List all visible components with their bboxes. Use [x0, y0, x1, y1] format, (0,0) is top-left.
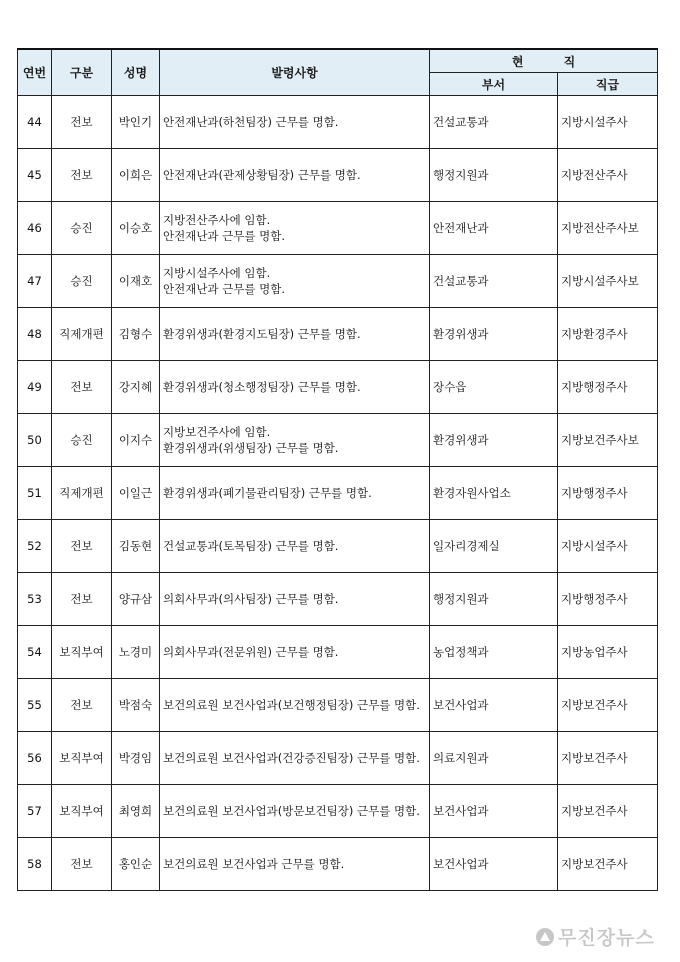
row-rank: 지방보건주사 [558, 785, 658, 838]
table-row [18, 573, 658, 626]
table-row [18, 202, 658, 255]
row-name: 이재호 [112, 255, 160, 308]
row-no: 51 [18, 467, 52, 520]
row-order: 환경위생과(청소행정팀장) 근무를 명함. [160, 361, 430, 414]
row-name: 박경임 [112, 732, 160, 785]
row-order: 환경위생과(폐기물관리팀장) 근무를 명함. [160, 467, 430, 520]
row-category: 보직부여 [52, 626, 112, 679]
row-name: 김형수 [112, 308, 160, 361]
row-name: 노경미 [112, 626, 160, 679]
row-no: 47 [18, 255, 52, 308]
row-rank: 지방시설주사 [558, 520, 658, 573]
row-dept: 보건사업과 [430, 838, 558, 891]
header-current: 현 직 [430, 49, 658, 73]
row-rank: 지방보건주사보 [558, 414, 658, 467]
row-category: 보직부여 [52, 785, 112, 838]
row-no: 53 [18, 573, 52, 626]
header-no: 연번 [18, 49, 52, 96]
row-order: 보건의료원 보건사업과(건강증진팀장) 근무를 명함. [160, 732, 430, 785]
table-row [18, 149, 658, 202]
row-category: 전보 [52, 838, 112, 891]
row-name: 박점숙 [112, 679, 160, 732]
row-name: 박인기 [112, 96, 160, 149]
row-rank: 지방환경주사 [558, 308, 658, 361]
row-no: 50 [18, 414, 52, 467]
row-name: 이일근 [112, 467, 160, 520]
row-no: 55 [18, 679, 52, 732]
row-name: 최영희 [112, 785, 160, 838]
row-rank: 지방행정주사 [558, 467, 658, 520]
row-order: 지방보건주사에 임함. 환경위생과(위생팀장) 근무를 명함. [160, 414, 430, 467]
row-category: 승진 [52, 202, 112, 255]
row-dept: 농업정책과 [430, 626, 558, 679]
table-row [18, 467, 658, 520]
table-row [18, 626, 658, 679]
row-category: 전보 [52, 573, 112, 626]
row-order: 의회사무과(전문위원) 근무를 명함. [160, 626, 430, 679]
table-row [18, 308, 658, 361]
table-header [18, 49, 658, 96]
row-category: 전보 [52, 520, 112, 573]
table-row [18, 679, 658, 732]
row-dept: 의료지원과 [430, 732, 558, 785]
row-category: 전보 [52, 679, 112, 732]
row-name: 이희은 [112, 149, 160, 202]
row-rank: 지방시설주사 [558, 96, 658, 149]
row-no: 44 [18, 96, 52, 149]
row-rank: 지방보건주사 [558, 679, 658, 732]
row-rank: 지방행정주사 [558, 573, 658, 626]
row-name: 홍인순 [112, 838, 160, 891]
header-order: 발령사항 [160, 49, 430, 96]
table-row [18, 361, 658, 414]
row-category: 승진 [52, 255, 112, 308]
row-order: 안전재난과(관제상황팀장) 근무를 명함. [160, 149, 430, 202]
row-no: 52 [18, 520, 52, 573]
row-category: 전보 [52, 149, 112, 202]
table-row [18, 838, 658, 891]
watermark-text: 무진장뉴스 [558, 927, 655, 949]
table-row [18, 785, 658, 838]
row-dept: 환경위생과 [430, 414, 558, 467]
personnel-order-table [17, 48, 658, 891]
row-category: 전보 [52, 96, 112, 149]
table-row [18, 414, 658, 467]
row-name: 김동현 [112, 520, 160, 573]
row-rank: 지방보건주사 [558, 838, 658, 891]
row-name: 이지수 [112, 414, 160, 467]
header-dept: 부서 [430, 73, 558, 96]
row-rank: 지방시설주사보 [558, 255, 658, 308]
row-category: 직제개편 [52, 308, 112, 361]
row-order: 지방시설주사에 임함. 안전재난과 근무를 명함. [160, 255, 430, 308]
row-no: 58 [18, 838, 52, 891]
mountain-logo-icon [536, 928, 554, 946]
row-order: 보건의료원 보건사업과(방문보건팀장) 근무를 명함. [160, 785, 430, 838]
row-name: 이승호 [112, 202, 160, 255]
header-name: 성명 [112, 49, 160, 96]
row-dept: 장수읍 [430, 361, 558, 414]
row-no: 56 [18, 732, 52, 785]
row-order: 환경위생과(환경지도팀장) 근무를 명함. [160, 308, 430, 361]
row-rank: 지방농업주사 [558, 626, 658, 679]
row-no: 57 [18, 785, 52, 838]
row-no: 45 [18, 149, 52, 202]
row-dept: 환경위생과 [430, 308, 558, 361]
row-rank: 지방보건주사 [558, 732, 658, 785]
row-rank: 지방전산주사보 [558, 202, 658, 255]
header-category: 구분 [52, 49, 112, 96]
row-dept: 건설교통과 [430, 255, 558, 308]
row-dept: 행정지원과 [430, 149, 558, 202]
row-rank: 지방전산주사 [558, 149, 658, 202]
row-dept: 보건사업과 [430, 679, 558, 732]
table-row [18, 255, 658, 308]
row-dept: 일자리경제실 [430, 520, 558, 573]
row-rank: 지방행정주사 [558, 361, 658, 414]
table-row [18, 732, 658, 785]
row-no: 49 [18, 361, 52, 414]
row-name: 양규삼 [112, 573, 160, 626]
watermark [536, 923, 655, 950]
row-dept: 보건사업과 [430, 785, 558, 838]
row-dept: 안전재난과 [430, 202, 558, 255]
row-order: 보건의료원 보건사업과(보건행정팀장) 근무를 명함. [160, 679, 430, 732]
row-category: 전보 [52, 361, 112, 414]
row-order: 안전재난과(하천팀장) 근무를 명함. [160, 96, 430, 149]
row-name: 강지혜 [112, 361, 160, 414]
row-order: 보건의료원 보건사업과 근무를 명함. [160, 838, 430, 891]
row-order: 건설교통과(토목팀장) 근무를 명함. [160, 520, 430, 573]
row-category: 승진 [52, 414, 112, 467]
row-no: 54 [18, 626, 52, 679]
row-no: 48 [18, 308, 52, 361]
table-row [18, 96, 658, 149]
row-no: 46 [18, 202, 52, 255]
row-category: 직제개편 [52, 467, 112, 520]
table-body [18, 96, 658, 891]
row-dept: 행정지원과 [430, 573, 558, 626]
row-category: 보직부여 [52, 732, 112, 785]
table-row [18, 520, 658, 573]
row-order: 지방전산주사에 임함. 안전재난과 근무를 명함. [160, 202, 430, 255]
header-rank: 직급 [558, 73, 658, 96]
row-dept: 건설교통과 [430, 96, 558, 149]
row-order: 의회사무과(의사팀장) 근무를 명함. [160, 573, 430, 626]
row-dept: 환경자원사업소 [430, 467, 558, 520]
